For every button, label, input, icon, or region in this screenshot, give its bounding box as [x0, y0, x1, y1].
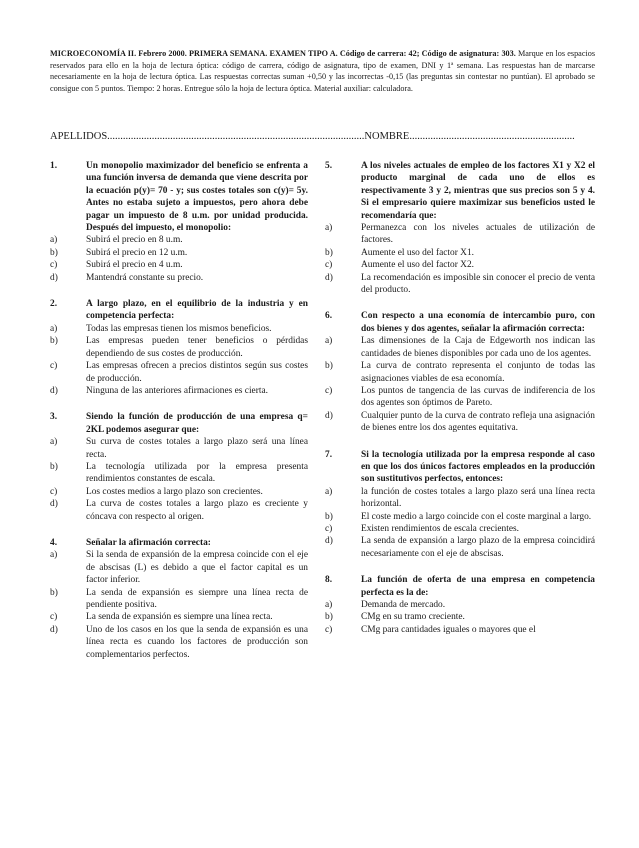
option-letter: b)	[50, 336, 58, 347]
right-column	[325, 160, 595, 650]
question-stem	[325, 310, 595, 335]
option-text: Subirá el precio en 12 u.m.	[86, 247, 188, 258]
question-number: 5.	[325, 161, 333, 171]
option-text: Uno de los casos en los que la senda de expansión es una línea recta es cuando los factores de producción son complementarios perfectos.	[86, 624, 308, 660]
option-letter: b)	[50, 461, 58, 472]
option-letter: a)	[325, 336, 333, 347]
question	[325, 449, 595, 561]
option-letter: c)	[325, 624, 333, 635]
option-letter: c)	[50, 612, 58, 623]
option-letter: b)	[325, 511, 333, 522]
question-text: A largo plazo, en el equilibrio de la industria y en competencia perfecta:	[86, 299, 308, 322]
option-text: Ninguna de las anteriores afirmaciones es cierta.	[86, 385, 268, 396]
option-letter: d)	[50, 385, 58, 396]
option-text: Las empresas pueden tener beneficios o pérdidas dependiendo de sus costes de producción.	[86, 336, 308, 359]
answer-option	[325, 486, 595, 511]
option-letter: d)	[325, 536, 333, 547]
answer-option	[50, 385, 308, 397]
question-number: 6.	[325, 311, 333, 322]
option-text: Su curva de costes totales a largo plazo será una línea recta.	[86, 437, 308, 460]
answer-option	[325, 523, 595, 535]
option-letter: b)	[325, 247, 333, 258]
option-text: La recomendación es imposible sin conocer el precio de venta del producto.	[361, 272, 595, 296]
option-text: Aumente el uso del factor X1.	[361, 247, 474, 258]
option-letter: c)	[325, 260, 333, 271]
exam-header	[50, 48, 595, 94]
answer-option	[325, 624, 595, 636]
question-stem	[325, 449, 595, 486]
answer-option	[325, 410, 595, 435]
option-text: CMg en su tramo creciente.	[361, 612, 465, 623]
apellidos-label: APELLIDOS	[50, 131, 108, 142]
answer-option	[50, 498, 308, 523]
question-number: 4.	[50, 537, 58, 548]
question	[325, 160, 595, 296]
option-letter: c)	[50, 361, 58, 372]
answer-option	[325, 247, 595, 259]
answer-option	[325, 259, 595, 271]
option-letter: d)	[50, 272, 58, 283]
question-text: Siendo la función de producción de una empresa q= 2KL podemos asegurar que:	[86, 412, 308, 435]
option-letter: c)	[325, 523, 333, 534]
question-stem	[50, 537, 308, 549]
option-text: la función de costes totales a largo plazo será una línea recta horizontal.	[361, 486, 595, 510]
answer-option	[50, 323, 308, 335]
option-letter: d)	[325, 272, 333, 283]
answer-option	[50, 549, 308, 586]
answer-option	[50, 247, 308, 259]
answer-option	[325, 611, 595, 623]
question-stem	[50, 298, 308, 323]
question-text: Con respecto a una economía de intercambio puro, con dos bienes y dos agentes, señalar la afirmación correcta:	[361, 311, 595, 334]
answer-option	[325, 272, 595, 297]
option-text: Los costes medios a largo plazo son crecientes.	[86, 486, 263, 497]
answer-option	[50, 461, 308, 486]
answer-option	[50, 360, 308, 385]
option-letter: c)	[50, 260, 58, 271]
option-text: Subirá el precio en 4 u.m.	[86, 260, 183, 271]
option-letter: b)	[325, 612, 333, 623]
option-text: Todas las empresas tienen los mismos beneficios.	[86, 323, 272, 334]
question-text: La función de oferta de una empresa en competencia perfecta es la de:	[361, 575, 595, 598]
option-text: Permanezca con los niveles actuales de utilización de factores.	[361, 223, 595, 246]
option-letter: d)	[50, 624, 58, 635]
answer-option	[50, 436, 308, 461]
question-text: Si la tecnología utilizada por la empresa responde al caso en que los dos únicos factores empleados en la producción son sustitutivos perfectos, entonces:	[361, 449, 595, 485]
question	[50, 537, 308, 661]
question-stem	[325, 574, 595, 599]
answer-option	[325, 535, 595, 560]
option-text: El coste medio a largo coincide con el coste marginal a largo.	[361, 511, 592, 522]
option-letter: a)	[325, 486, 333, 497]
option-letter: d)	[50, 499, 58, 510]
option-letter: a)	[50, 550, 58, 561]
option-text: Mantendrá constante su precio.	[86, 272, 204, 283]
question-number: 2.	[50, 299, 58, 310]
option-letter: c)	[325, 385, 333, 396]
apellidos-blank: ..................................................................................................	[107, 131, 365, 142]
option-text: Los puntos de tangencia de las curvas de indiferencia de los dos agentes son óptimos de Pareto.	[361, 385, 595, 409]
option-letter: a)	[325, 223, 333, 234]
nombre-blank: ...............................................................	[409, 131, 575, 142]
question-stem	[50, 160, 308, 234]
question-stem	[325, 160, 595, 222]
option-letter: a)	[50, 437, 58, 448]
option-text: Si la senda de expansión de la empresa coincide con el eje de abscisas (L) es debido a que el factor capital es un factor inferior.	[86, 550, 308, 586]
question	[325, 574, 595, 636]
question	[50, 411, 308, 523]
option-text: Demanda de mercado.	[361, 600, 446, 610]
option-letter: b)	[325, 361, 333, 372]
option-text: Las empresas ofrecen a precios distintos según sus costes de producción.	[86, 361, 308, 384]
question-stem	[50, 411, 308, 436]
option-text: La senda de expansión es siempre una línea recta.	[86, 612, 273, 623]
option-letter: a)	[325, 600, 333, 610]
question	[50, 298, 308, 397]
option-letter: b)	[50, 587, 58, 598]
option-letter: a)	[50, 323, 58, 334]
answer-option	[50, 272, 308, 284]
option-text: CMg para cantidades iguales o mayores que el	[361, 624, 536, 635]
answer-option	[325, 360, 595, 385]
question-number: 3.	[50, 412, 58, 423]
option-text: La senda de expansión a largo plazo de la empresa coincidirá necesariamente con el eje de abscisas.	[361, 536, 595, 559]
option-text: Las dimensiones de la Caja de Edgeworth nos indican las cantidades de bienes disponibles por cada uno de los agentes.	[361, 336, 595, 359]
question-text: A los niveles actuales de empleo de los factores X1 y X2 el producto marginal de cada uno de ellos es respectivamente 3 y 2, mientras que sus precios son 5 y 4. Si el empresario quiere maximizar sus beneficios usted le recomendaría que:	[361, 161, 595, 221]
answer-option	[50, 624, 308, 661]
option-text: La senda de expansión es siempre una línea recta de pendiente positiva.	[86, 587, 308, 610]
name-line	[50, 131, 595, 142]
answer-option	[50, 486, 308, 498]
option-letter: d)	[325, 410, 333, 421]
question-number: 1.	[50, 161, 58, 171]
option-text: Cualquier punto de la curva de contrato refleja una asignación de bienes entre los dos agentes equitativa.	[361, 410, 595, 434]
answer-option	[50, 234, 308, 246]
option-letter: c)	[50, 486, 58, 497]
answer-option	[50, 335, 308, 360]
option-letter: a)	[50, 235, 58, 246]
exam-instructions: Marque en los espacios reservados para ello en la hoja de lectura óptica: código de carrera, código de asignatura, tipo de examen, DNI y 1ª semana. Las respuestas han de marcarse necesariamente en la hoja de lectura óptica. Las respuestas correctas suman +0,50 y las incorrectas -0,15 (las preguntas sin contestar no puntúan). El aprobado se consigue con 5 puntos. Tiempo: 2 horas. Entregue sólo la hoja de lectura óptica. Material auxiliar: calculadora.	[50, 49, 596, 93]
answer-option	[325, 599, 595, 611]
answer-option	[325, 385, 595, 410]
left-column	[50, 160, 308, 675]
answer-option	[50, 611, 308, 623]
question-number: 8.	[325, 575, 333, 586]
option-text: La curva de contrato representa el conjunto de todas las asignaciones viables de esa economía.	[361, 361, 595, 384]
option-text: Existen rendimientos de escala crecientes.	[361, 523, 520, 534]
option-text: Aumente el uso del factor X2.	[361, 260, 474, 271]
option-text: La tecnología utilizada por la empresa presenta rendimientos constantes de escala.	[86, 461, 308, 485]
question	[325, 310, 595, 434]
question-text: Señalar la afirmación correcta:	[86, 537, 211, 548]
option-text: Subirá el precio en 8 u.m.	[86, 235, 183, 246]
question-text: Un monopolio maximizador del beneficio se enfrenta a una función inversa de demanda que viene descrita por la ecuación p(y)= 70 - y; sus costes totales son c(y)= 5y. Antes no estaba sujeto a impuestos, pero ahora debe pagar un impuesto de 8 u.m. por unidad producida. Después del impuesto, el monopolio:	[86, 161, 308, 234]
question	[50, 160, 308, 284]
option-letter: b)	[50, 247, 58, 258]
answer-option	[325, 511, 595, 523]
answer-option	[325, 222, 595, 247]
answer-option	[50, 587, 308, 612]
option-text: La curva de costes totales a largo plazo es creciente y cóncava con respecto al origen.	[86, 499, 308, 522]
nombre-label: NOMBRE	[364, 131, 410, 142]
answer-option	[50, 259, 308, 271]
question-number: 7.	[325, 449, 333, 460]
exam-title: MICROECONOMÍA II. Febrero 2000. PRIMERA SEMANA. EXAMEN TIPO A. Código de carrera: 42; Código de asignatura: 303.	[50, 49, 516, 58]
answer-option	[325, 335, 595, 360]
